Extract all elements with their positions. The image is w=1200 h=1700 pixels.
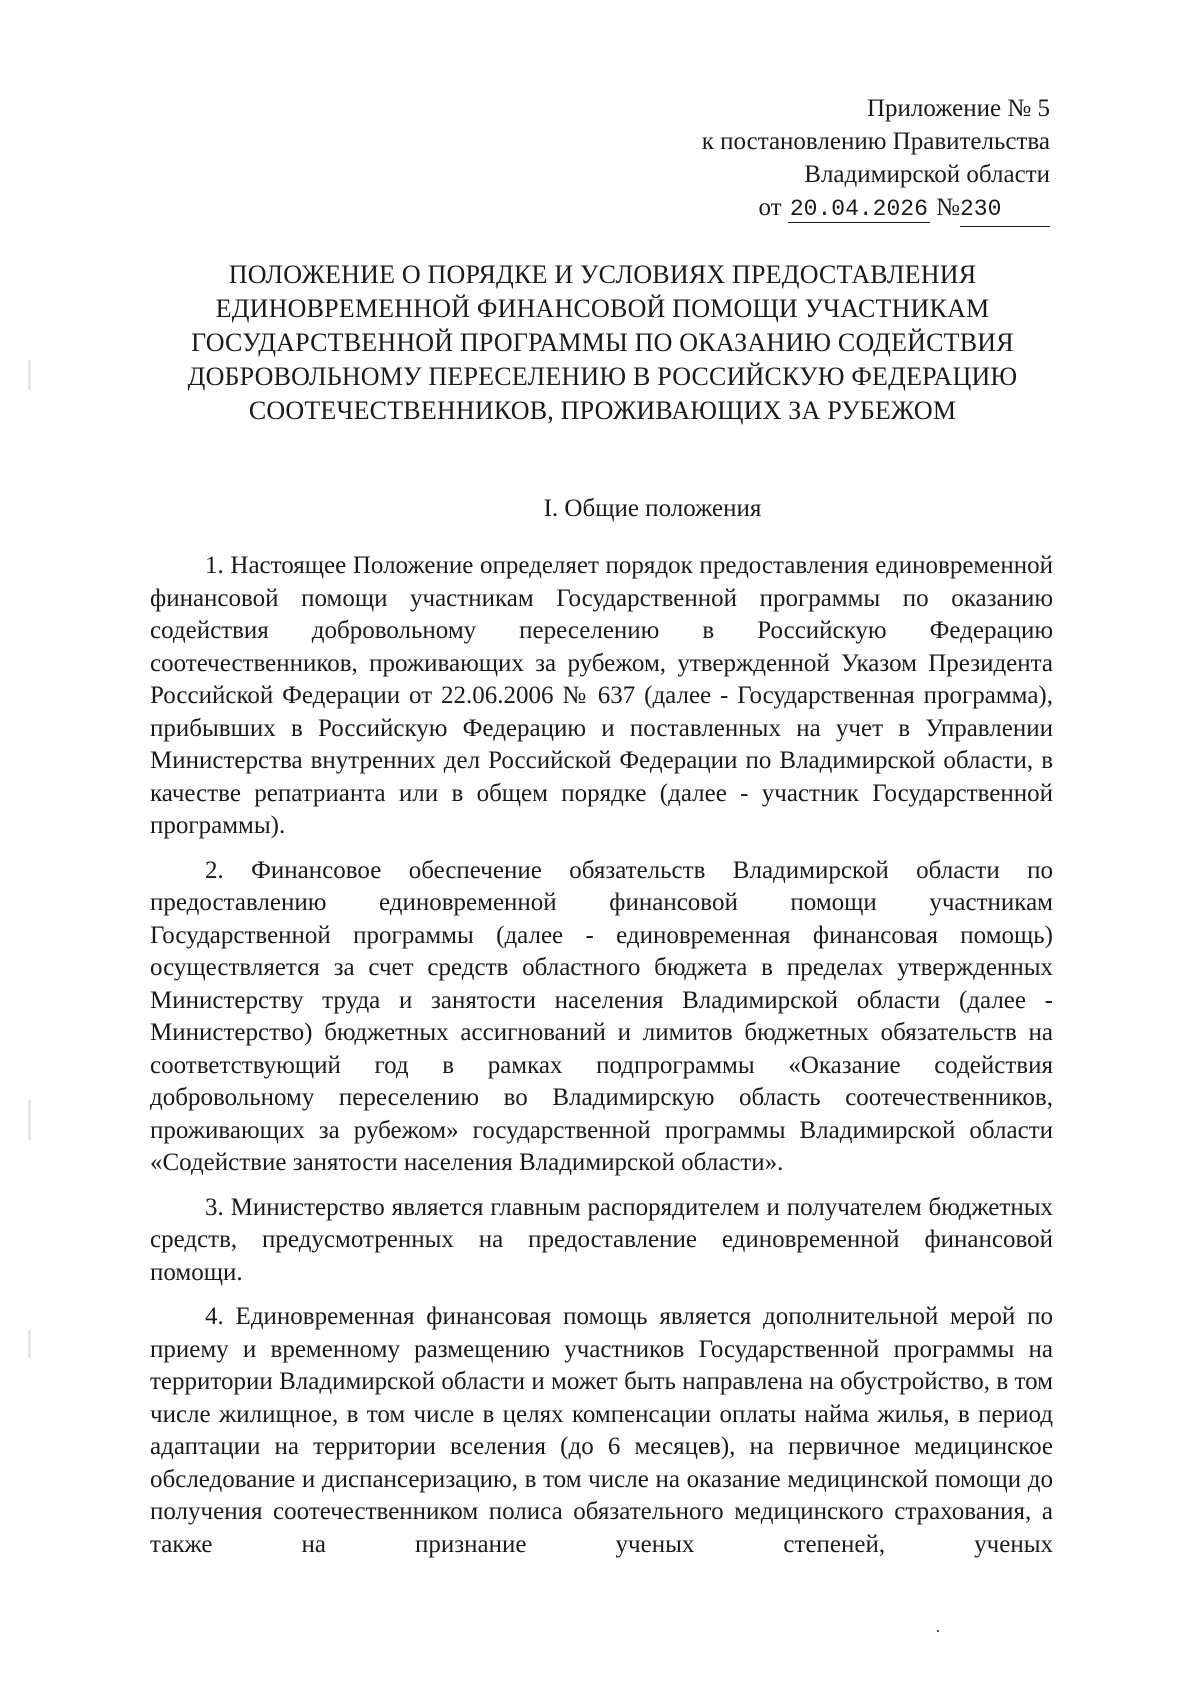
appendix-header bbox=[702, 92, 1050, 227]
number-prefix: № bbox=[936, 194, 960, 221]
appendix-resolution: к постановлению Правительства bbox=[701, 128, 1050, 155]
paragraph-2: 2. Финансовое обеспечение обязательств Владимирской области по предоставлению единовременной финансовой помощи участникам Государственной программы (далее - единовременная финансовая помощь) осуществляется за счет средств областного бюджета в пределах утвержденных Министерству труда и занятости населения Владимирской области (далее - Министерство) бюджетных ассигнований и лимитов бюджетных обязательств на соответствующий год в рамках подпрограммы «Оказание содействия добровольному переселению во Владимирскую область соотечественников, проживающих за рубежом» государственной программы Владимирской области «Содействие занятости населения Владимирской области». bbox=[150, 856, 1053, 1176]
scan-artifact bbox=[28, 1330, 31, 1358]
scan-speck bbox=[937, 1630, 939, 1632]
scan-artifact bbox=[28, 360, 31, 390]
resolution-number: 230 bbox=[960, 193, 1050, 227]
appendix-date-line bbox=[702, 191, 1050, 227]
section-heading: I. Общие положения bbox=[543, 495, 762, 522]
resolution-date: 20.04.2026 bbox=[789, 196, 928, 222]
appendix-number: Приложение № 5 bbox=[866, 95, 1050, 122]
title-line: СООТЕЧЕСТВЕННИКОВ, ПРОЖИВАЮЩИХ ЗА РУБЕЖОМ bbox=[248, 396, 957, 425]
title-line: ДОБРОВОЛЬНОМУ ПЕРЕСЕЛЕНИЮ В РОССИЙСКУЮ ФЕДЕРАЦИЮ bbox=[187, 362, 1018, 391]
scan-artifact bbox=[28, 1100, 31, 1140]
date-prefix: от bbox=[758, 194, 782, 221]
document-title bbox=[150, 258, 1055, 428]
appendix-region: Владимирской области bbox=[804, 161, 1050, 188]
paragraph-3: 3. Министерство является главным распорядителем и получателем бюджетных средств, предусмотренных на предоставление единовременной финансовой помощи. bbox=[150, 1193, 1053, 1286]
document-body bbox=[150, 550, 1053, 1573]
title-line: ГОСУДАРСТВЕННОЙ ПРОГРАММЫ ПО ОКАЗАНИЮ СОДЕЙСТВИЯ bbox=[191, 328, 1014, 357]
title-line: ПОЛОЖЕНИЕ О ПОРЯДКЕ И УСЛОВИЯХ ПРЕДОСТАВЛЕНИЯ bbox=[228, 260, 977, 289]
title-line: ЕДИНОВРЕМЕННОЙ ФИНАНСОВОЙ ПОМОЩИ УЧАСТНИКАМ bbox=[215, 294, 990, 323]
paragraph-1: 1. Настоящее Положение определяет порядок предоставления единовременной финансовой помощи участникам Государственной программы по оказанию содействия добровольному переселению в Российскую Федерацию соотечественников, проживающих за рубежом, утвержденной Указом Президента Российской Федерации от 22.06.2006 № 637 (далее - Государственная программа), прибывших в Российскую Федерацию и поставленных на учет в Управлении Министерства внутренних дел Российской Федерации по Владимирской области, в качестве репатрианта или в общем порядке (далее - участник Государственной программы). bbox=[150, 552, 1053, 839]
paragraph-4: 4. Единовременная финансовая помощь является дополнительной мерой по приему и временному размещению участников Государственной программы на территории Владимирской области и может быть направлена на обустройство, в том числе жилищное, в том числе в целях компенсации оплаты найма жилья, в период адаптации на территории вселения (до 6 месяцев), на первичное медицинское обследование и диспансеризацию, в том числе на оказание медицинской помощи до получения соотечественником полиса обязательного медицинского страхования, а также на признание ученых степеней, ученых bbox=[150, 1303, 1053, 1558]
